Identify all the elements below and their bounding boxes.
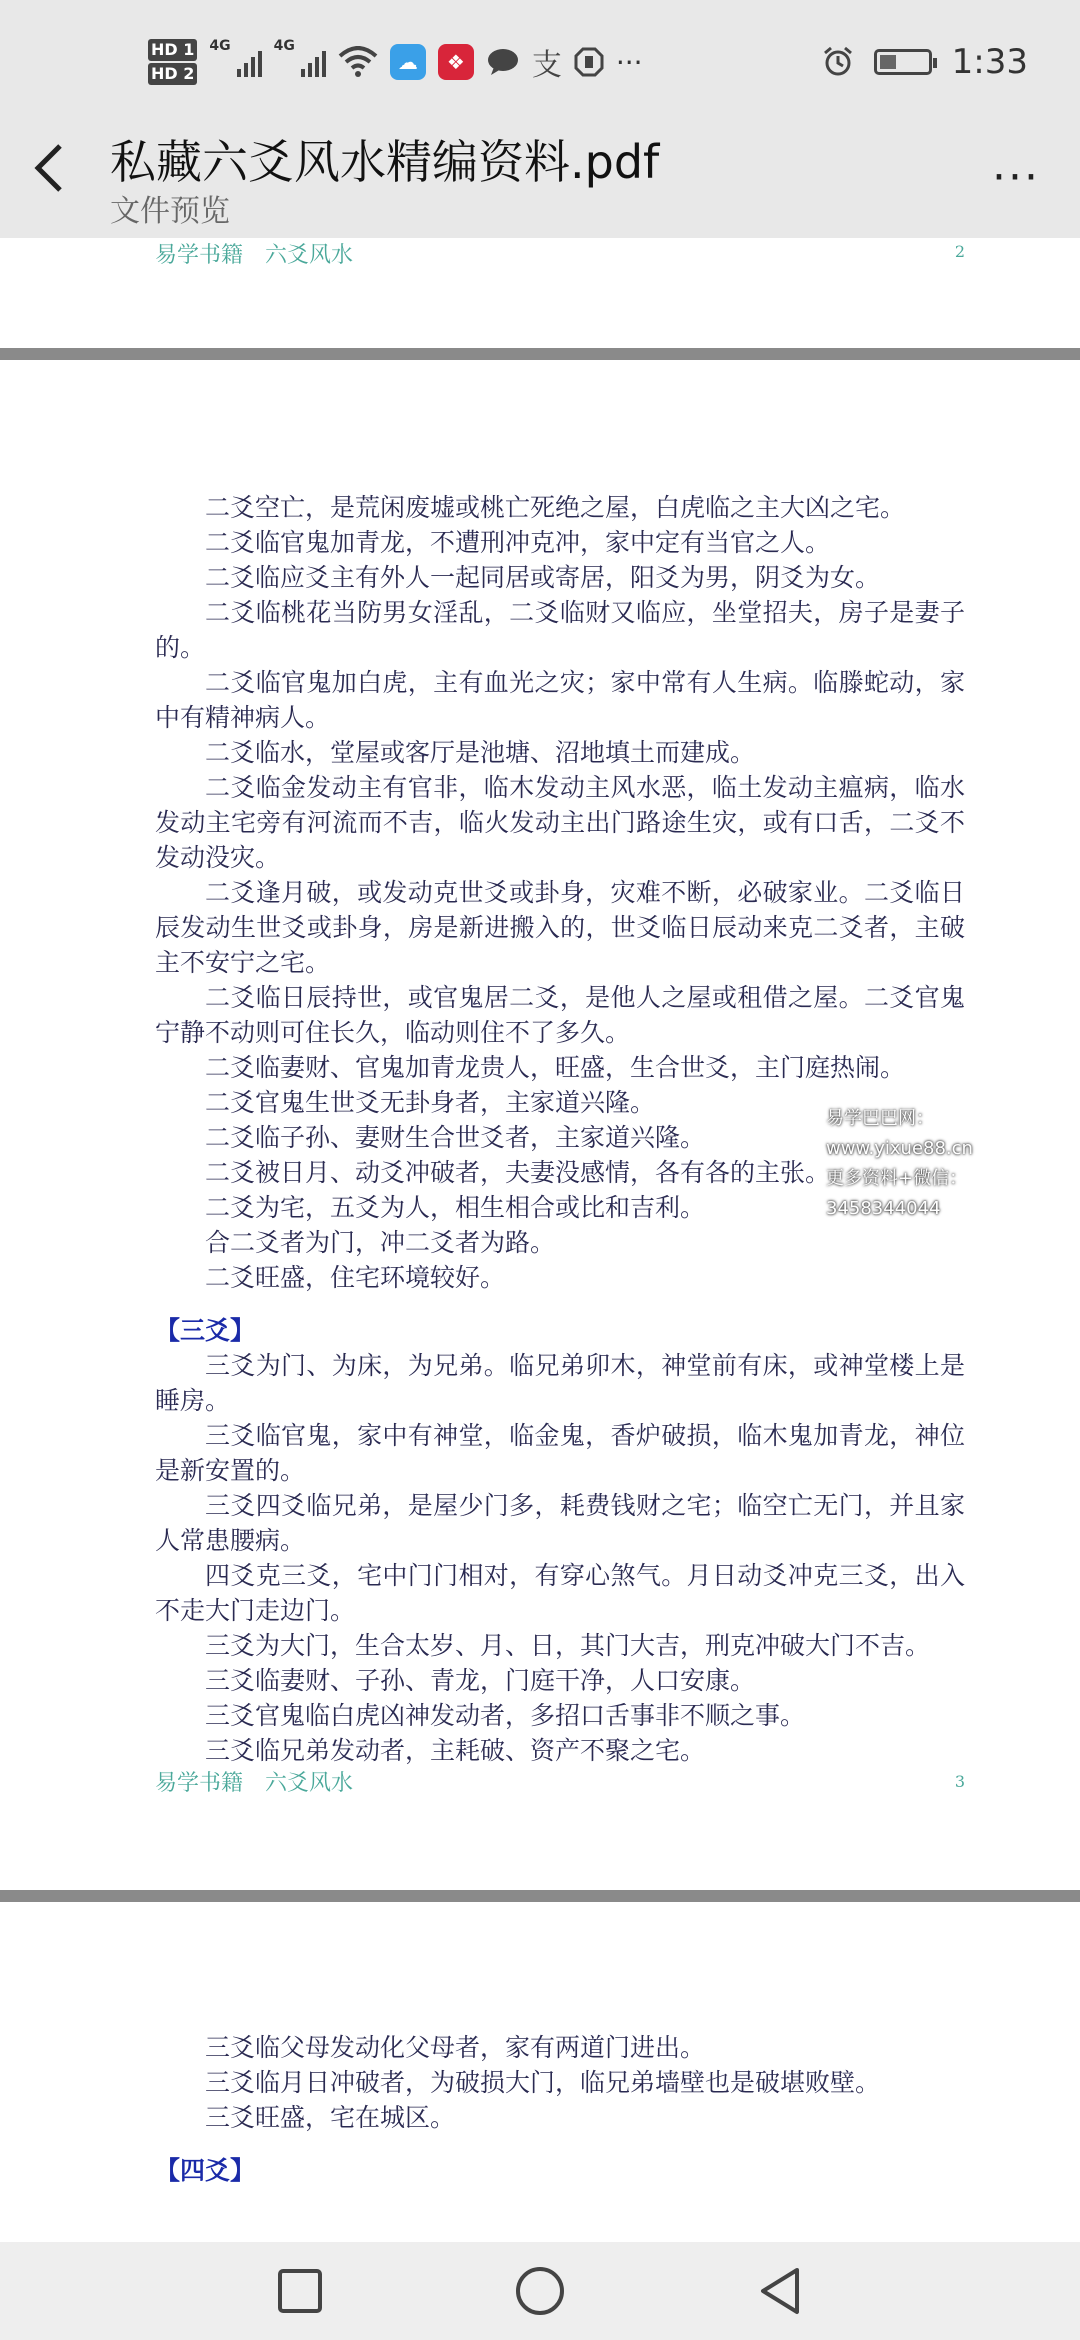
- paragraph: 二爻为宅，五爻为人，相生相合或比和吉利。: [205, 1193, 706, 1222]
- app-notification-icon: ❖: [438, 44, 474, 80]
- back-button[interactable]: [34, 142, 74, 202]
- paragraph: 二爻空亡，是荒闲废墟或桃亡死绝之屋，白虎临之主大凶之宅。: [205, 493, 906, 522]
- paragraph: 三爻旺盛，宅在城区。: [205, 2103, 456, 2132]
- signal-icon-2: [301, 47, 326, 77]
- paragraph: 三爻官鬼临白虎凶神发动者，多招口舌事非不顺之事。: [205, 1701, 806, 1730]
- app-header: [0, 120, 1080, 238]
- paragraph: 三爻临月日冲破者，为破损大门，临兄弟墙壁也是破堪败壁。: [205, 2068, 881, 2097]
- paragraph: 二爻临金发动主有官非，临木发动主风水恶，临土发动主瘟病，临水发动主宅旁有河流而不吉，临火发动主出门路途生灾，或有口舌，二爻不发动没灾。: [155, 773, 965, 872]
- circle-icon: [514, 2265, 566, 2317]
- paragraph: 合二爻者为门，冲二爻者为路。: [205, 1228, 556, 1257]
- section-title: 【四爻】: [155, 2156, 256, 2185]
- page-number: 3: [954, 1772, 965, 1791]
- file-preview-label: 文件预览: [110, 194, 230, 229]
- paragraph: 二爻旺盛，住宅环境较好。: [205, 1263, 506, 1292]
- status-right-icons: [822, 42, 1028, 82]
- paragraph: 二爻临官鬼加白虎，主有血光之灾；家中常有人生病。临滕蛇动，家中有精神病人。: [155, 668, 965, 732]
- paragraph: 二爻被日月、动爻冲破者，夫妻没感情，各有各的主张。: [205, 1158, 831, 1187]
- paragraph: 三爻四爻临兄弟，是屋少门多，耗费钱财之宅；临空亡无门，并且家人常患腰病。: [155, 1491, 965, 1555]
- paragraph: 二爻临妻财、官鬼加青龙贵人，旺盛，生合世爻，主门庭热闹。: [205, 1053, 906, 1082]
- paragraph: 二爻逢月破，或发动克世爻或卦身，灾难不断，必破家业。二爻临日辰发动生世爻或卦身，房是新进搬入的，世爻临日辰动来克二爻者，主破主不安宁之宅。: [155, 878, 965, 977]
- navigation-bar: [0, 2242, 1080, 2340]
- hd1-badge: HD 1: [148, 39, 197, 61]
- status-left-icons: [148, 38, 643, 86]
- page-number: 2: [954, 242, 965, 261]
- paragraph: 三爻临妻财、子孙、青龙，门庭干净，人口安康。: [205, 1666, 756, 1695]
- paragraph: 三爻临父母发动化父母者，家有两道门进出。: [205, 2033, 706, 2062]
- cloud-app-icon: ☁: [390, 44, 426, 80]
- file-title: 私藏六爻风水精编资料.pdf: [110, 135, 660, 189]
- running-head: 易学书籍 六爻风水: [155, 243, 354, 268]
- watermark-line-1: 易学巴巴网：www.yixue88.cn: [826, 1108, 973, 1159]
- hand-icon: [574, 47, 604, 77]
- paragraph-list-2: [155, 1348, 965, 1768]
- paragraph: 二爻临桃花当防男女淫乱，二爻临财又临应，坐堂招夫，房子是妻子的。: [155, 598, 965, 662]
- wifi-icon: [338, 46, 378, 78]
- clock: 1:33: [951, 42, 1028, 82]
- paragraph: 三爻临官鬼，家中有神堂，临金鬼，香炉破损，临木鬼加青龙，神位是新安置的。: [155, 1421, 965, 1485]
- paragraph-list: [155, 2030, 965, 2135]
- section-title: 【三爻】: [155, 1316, 256, 1345]
- back-nav-button[interactable]: [750, 2261, 810, 2321]
- network-type-1: 4G: [209, 38, 231, 54]
- alipay-icon: 支: [531, 48, 562, 83]
- alarm-icon: [822, 46, 854, 78]
- chevron-left-icon: [34, 142, 64, 194]
- paragraph: 二爻临水，堂屋或客厅是池塘、沼地填土而建成。: [205, 738, 756, 767]
- paragraph: 三爻为门、为床，为兄弟。临兄弟卯木，神堂前有床，或神堂楼上是睡房。: [155, 1351, 965, 1415]
- recent-apps-button[interactable]: [270, 2261, 330, 2321]
- hd-indicator: [148, 38, 197, 86]
- network-type-2: 4G: [273, 38, 295, 54]
- paragraph: 二爻临子孙、妻财生合世爻者，主家道兴隆。: [205, 1123, 706, 1152]
- square-icon: [277, 2268, 323, 2314]
- battery-fill: [880, 55, 896, 69]
- signal-icon: [237, 47, 262, 77]
- chat-bubble-icon: [486, 47, 520, 77]
- running-head: 易学书籍 六爻风水: [155, 1771, 354, 1796]
- pdf-page-2: [0, 238, 1080, 348]
- paragraph: 二爻临官鬼加青龙，不遭刑冲克冲，家中定有当官之人。: [205, 528, 831, 557]
- paragraph: 二爻临日辰持世，或官鬼居二爻，是他人之屋或租借之屋。二爻官鬼宁静不动则可住长久，临动则住不了多久。: [155, 983, 965, 1047]
- triangle-back-icon: [757, 2266, 803, 2316]
- paragraph: 三爻为大门，生合太岁、月、日，其门大吉，刑克冲破大门不吉。: [205, 1631, 931, 1660]
- home-button[interactable]: [510, 2261, 570, 2321]
- status-bar: [0, 0, 1080, 120]
- more-options-button[interactable]: ···: [992, 152, 1040, 203]
- watermark-line-2: 更多资料+微信：3458344044: [826, 1168, 968, 1219]
- paragraph: 二爻官鬼生世爻无卦身者，主家道兴隆。: [205, 1088, 656, 1117]
- paragraph: 二爻临应爻主有外人一起同居或寄居，阳爻为男，阴爻为女。: [205, 563, 881, 592]
- hd2-badge: HD 2: [148, 63, 197, 85]
- page-content: [155, 2030, 965, 2188]
- watermark: [826, 1104, 1080, 1224]
- paragraph: 三爻临兄弟发动者，主耗破、资产不聚之宅。: [205, 1736, 706, 1765]
- battery-icon: [874, 49, 932, 75]
- pdf-page-4: [0, 1902, 1080, 2242]
- more-notifications-icon: ···: [615, 45, 643, 79]
- paragraph: 四爻克三爻，宅中门门相对，有穿心煞气。月日动爻冲克三爻，出入不走大门走边门。: [155, 1561, 965, 1625]
